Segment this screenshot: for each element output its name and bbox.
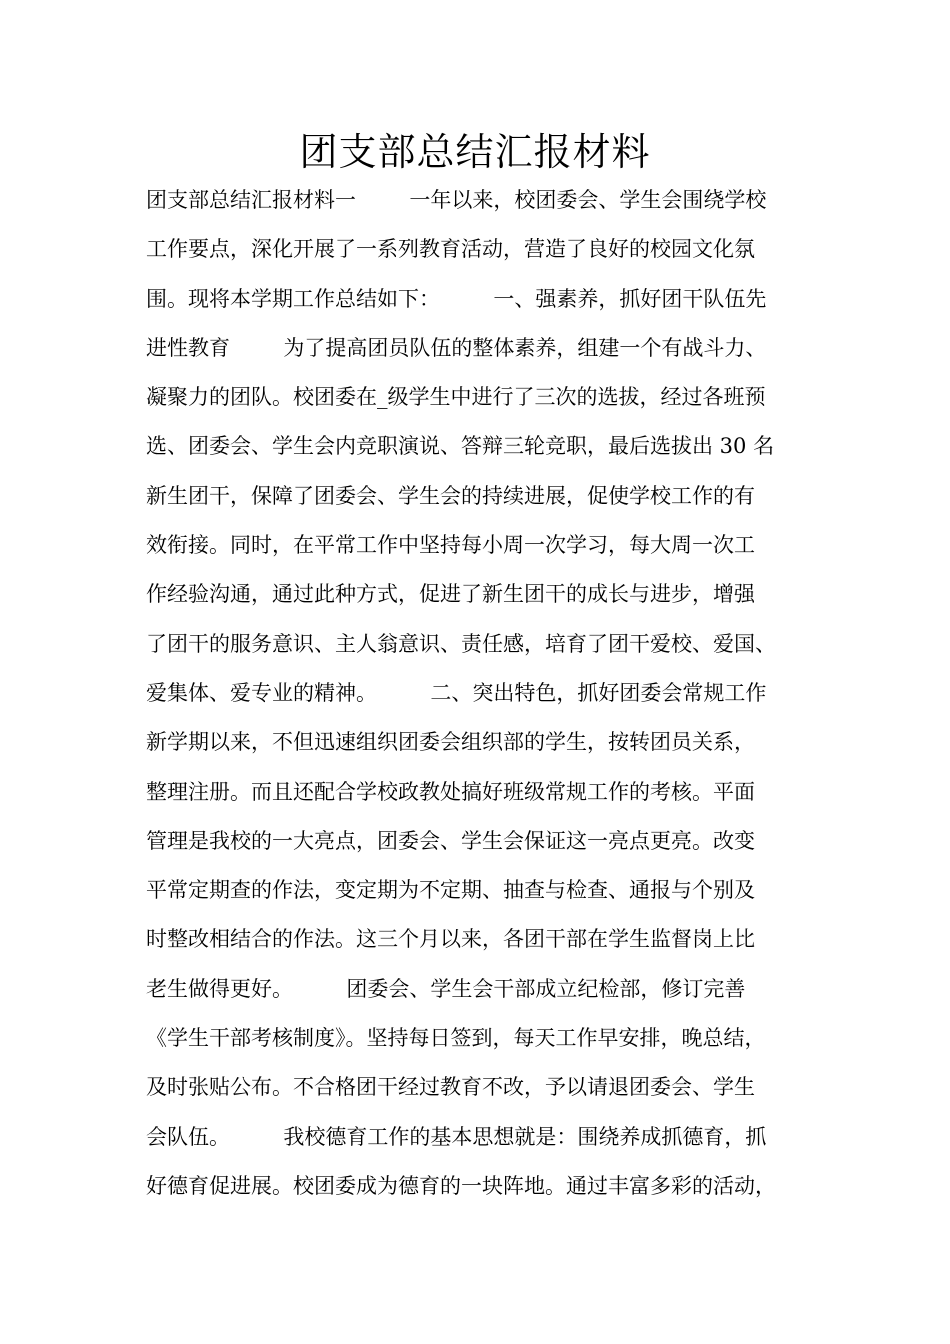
document-title: 团支部总结汇报材料 — [299, 130, 651, 174]
paragraph-line: 好德育促进展。校团委成为德育的一块阵地。通过丰富多彩的活动， — [146, 1173, 776, 1198]
paragraph-line: 效衔接。同时，在平常工作中坚持每小周一次学习，每大周一次工 — [146, 533, 755, 558]
paragraph-line: 《学生干部考核制度》。坚持每日签到，每天工作早安排，晚总结， — [146, 1026, 766, 1051]
paragraph-line: 选、团委会、学生会内竞职演说、答辩三轮竞职，最后选拔出 30 名 — [146, 434, 775, 459]
paragraph-line: 爱集体、爱专业的精神。 二、突出特色，抓好团委会常规工作 — [146, 680, 767, 705]
paragraph-line: 凝聚力的团队。校团委在_级学生中进行了三次的选拔，经过各班预 — [146, 385, 766, 410]
paragraph-line: 工作要点，深化开展了一系列教育活动，营造了良好的校园文化氛 — [146, 237, 755, 262]
paragraph-line: 围。现将本学期工作总结如下： 一、强素养，抓好团干队伍先 — [146, 286, 767, 311]
paragraph-line: 团支部总结汇报材料一 一年以来，校团委会、学生会围绕学校 — [146, 188, 767, 212]
paragraph-line: 会队伍。 我校德育工作的基本思想就是：围绕养成抓德育，抓 — [146, 1124, 767, 1149]
paragraph-line: 新学期以来，不但迅速组织团委会组织部的学生，按转团员关系， — [146, 730, 755, 755]
paragraph-line: 平常定期查的作法，变定期为不定期、抽查与检查、通报与个别及 — [146, 878, 755, 903]
paragraph-line: 了团干的服务意识、主人翁意识、责任感，培育了团干爱校、爱国、 — [146, 631, 776, 656]
document-body — [146, 176, 836, 1211]
paragraph-line: 新生团干，保障了团委会、学生会的持续进展，促使学校工作的有 — [146, 483, 755, 508]
paragraph-line: 老生做得更好。 团委会、学生会干部成立纪检部，修订完善 — [146, 976, 746, 1001]
paragraph-line: 进性教育 为了提高团员队伍的整体素养，组建一个有战斗力、 — [146, 335, 767, 360]
paragraph-line: 时整改相结合的作法。这三个月以来，各团干部在学生监督岗上比 — [146, 927, 755, 952]
paragraph-line: 及时张贴公布。不合格团干经过教育不改，予以请退团委会、学生 — [146, 1075, 755, 1100]
paragraph-line: 整理注册。而且还配合学校政教处搞好班级常规工作的考核。平面 — [146, 779, 755, 804]
paragraph-line: 作经验沟通，通过此种方式，促进了新生团干的成长与进步，增强 — [146, 582, 755, 607]
paragraph-line: 管理是我校的一大亮点，团委会、学生会保证这一亮点更亮。改变 — [146, 828, 755, 853]
